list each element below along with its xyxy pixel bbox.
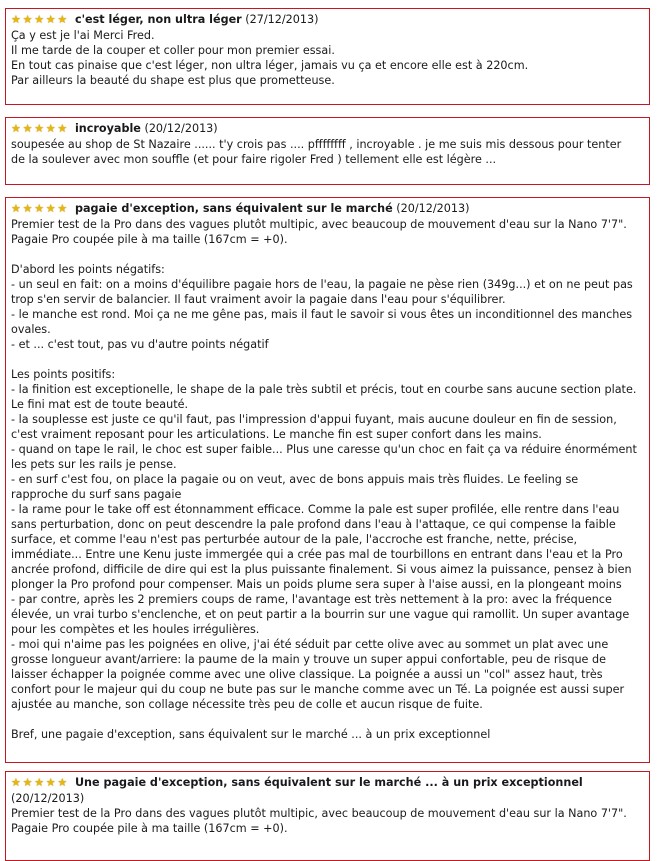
star-icon: ★ (34, 122, 45, 135)
review-text-line: les pets sur les rails je pense. (11, 458, 177, 471)
review-title: pagaie d'exception, sans équivalent sur le marché (74, 202, 393, 215)
review-text-line: confort pour le majeur qui du coup ne bute pas sur le manche comme avec un Té. La poignée est aussi super (11, 683, 625, 696)
review-date: (20/12/2013) (396, 202, 470, 215)
review-date: (20/12/2013) (144, 122, 218, 135)
review-title: incroyable (74, 122, 141, 135)
blank-line (11, 712, 645, 727)
star-icon: ★ (45, 122, 56, 135)
review-text-line: élevée, un vrai turbo s'enclenche, et on peut partir a la bourrin sur une vague qui ramollit. Un super avantage (11, 608, 630, 621)
review-header (11, 12, 645, 28)
review-text-line: ajustée au manche, son collage nécessite très peu de colle et aucun risque de fuite. (11, 698, 483, 711)
star-icon: ★ (34, 776, 45, 789)
review-text-line: Par ailleurs la beauté du shape est plus que prometteuse. (11, 74, 335, 87)
review-text-line: - en surf c'est fou, on place la pagaie ou on veut, avec de bons appuis mais très fluides. Le feeling se (11, 473, 579, 486)
review-text-line: - la finition est exceptionelle, le shape de la pale très subtil et précis, tout en courbe sans aucune section plate. (11, 383, 637, 396)
review-item (5, 117, 650, 185)
star-icon: ★ (45, 776, 56, 789)
star-icon: ★ (22, 202, 33, 215)
blank-line (11, 247, 645, 262)
star-icon: ★ (57, 13, 68, 26)
star-icon: ★ (11, 776, 21, 789)
rating-stars (11, 201, 69, 216)
review-text-line: plonger la Pro profond pour compenser. Mais un poids plume sera super à l'aise aussi, en la plongeant moins (11, 578, 622, 591)
review-text-line: soupesée au shop de St Nazaire ...... t'y crois pas .... pffffffff , incroyable . je me suis mis dessous pour tenter (11, 138, 622, 151)
review-header (11, 121, 645, 137)
review-text-line: Pagaie Pro coupée pile à ma taille (167cm = +0). (11, 233, 288, 246)
review-title: Une pagaie d'exception, sans équivalent sur le marché ... à un prix exceptionnel (74, 776, 583, 789)
review-text-line: c'est vraiment reposant pour les articulations. Le manche fin est super confort dans les mains. (11, 428, 542, 441)
review-text-line: - et ... c'est tout, pas vu d'autre points négatif (11, 338, 269, 351)
review-text-line: rapproche du surf sans pagaie (11, 488, 182, 501)
star-icon: ★ (57, 776, 68, 789)
review-item (5, 771, 650, 861)
review-item (5, 8, 650, 105)
rating-stars (11, 12, 69, 27)
review-title: c'est léger, non ultra léger (74, 13, 242, 26)
review-text-line: de la soulever avec mon souffle (et pour faire rigoler Fred ) tellement elle est légère ... (11, 153, 497, 166)
review-text-line: grosse longueur avant/arriere: la paume de la main y trouve un super appui confortable, peu de risque de (11, 653, 606, 666)
star-icon: ★ (11, 202, 21, 215)
review-text-line: Bref, une pagaie d'exception, sans équivalent sur le marché ... à un prix exceptionnel (11, 728, 491, 741)
review-header (11, 775, 645, 791)
star-icon: ★ (11, 122, 21, 135)
review-text-line: ovales. (11, 323, 51, 336)
review-text-line: Le fini mat est de toute beauté. (11, 398, 189, 411)
review-text-line: - le manche est rond. Moi ça ne me gêne pas, mais il faut le savoir si vous êtes un inconditionnel des manches (11, 308, 633, 321)
review-text-line: - quand on tape le rail, le choc est super faible... Plus une caresse qu'un choc en fait ça va réduire énormément (11, 443, 637, 456)
rating-stars (11, 775, 69, 790)
review-text-line: - la souplesse est juste ce qu'il faut, pas l'impression d'appui fuyant, mais aucune douleur en fin de session, (11, 413, 617, 426)
review-text-line: D'abord les points négatifs: (11, 263, 165, 276)
review-text-line: surface, et comme l'eau n'est pas perturbée autour de la pale, l'accroche est franche, nette, précise, (11, 533, 578, 546)
star-icon: ★ (34, 202, 45, 215)
review-text-line: immédiate... Entre une Kenu juste immergée qui a crée pas mal de tourbillons en entrant dans l'eau et la Pro (11, 548, 623, 561)
review-text-line: Il me tarde de la couper et coller pour mon premier essai. (11, 44, 335, 57)
review-text-line: Ça y est je l'ai Merci Fred. (11, 29, 155, 42)
review-text-line: Premier test de la Pro dans des vagues plutôt multipic, avec beaucoup de mouvement d'eau sur la Nano 7'7". (11, 807, 627, 820)
review-text-line: trop s'en servir de balancier. Il faut vraiment avoir la pagaie dans l'eau pour s'équilibrer. (11, 293, 506, 306)
review-text-line: Premier test de la Pro dans des vagues plutôt multipic, avec beaucoup de mouvement d'eau sur la Nano 7'7". (11, 218, 627, 231)
star-icon: ★ (45, 13, 56, 26)
review-text-line: - par contre, après les 2 premiers coups de rame, l'avantage est très nettement à la pro: avec la fréquence (11, 593, 612, 606)
review-text-line: En tout cas pinaise que c'est léger, non ultra léger, jamais vu ça et encore elle est à 220cm. (11, 59, 529, 72)
star-icon: ★ (57, 202, 68, 215)
review-text-line: pour les compètes et les houles irrégulières. (11, 623, 260, 636)
blank-line (11, 352, 645, 367)
star-icon: ★ (22, 13, 33, 26)
review-text-line: Pagaie Pro coupée pile à ma taille (167cm = +0). (11, 822, 288, 835)
star-icon: ★ (45, 202, 56, 215)
star-icon: ★ (57, 122, 68, 135)
star-icon: ★ (22, 122, 33, 135)
review-text-line: - un seul en fait: on a moins d'équilibre pagaie hors de l'eau, la pagaie ne pèse rien (349g...) et on ne peut pas (11, 278, 633, 291)
review-text-line: laisser échapper la poignée comme avec une olive classique. La poignée a aussi un "col" assez haut, très (11, 668, 603, 681)
review-header (11, 201, 645, 217)
review-text-line: sans perturbation, donc on peut descendre la pale profond dans l'eau à l'attaque, ce qui compense la faible (11, 518, 616, 531)
review-text-line: - moi qui n'aime pas les poignées en olive, j'ai été séduit par cette olive avec au sommet un plat avec une (11, 638, 609, 651)
review-text-line: Les points positifs: (11, 368, 116, 381)
review-text-line: - la rame pour le take off est étonnamment efficace. Comme la pale est super profilée, elle rentre dans l'eau (11, 503, 620, 516)
review-date: (20/12/2013) (11, 792, 85, 805)
star-icon: ★ (34, 13, 45, 26)
rating-stars (11, 121, 69, 136)
review-item (5, 197, 650, 763)
star-icon: ★ (11, 13, 21, 26)
review-date: (27/12/2013) (245, 13, 319, 26)
review-text-line: ancrée profond, difficile de dire qui est la plus puissante finalement. Si vous aimez la puissance, pensez à bien (11, 563, 632, 576)
star-icon: ★ (22, 776, 33, 789)
